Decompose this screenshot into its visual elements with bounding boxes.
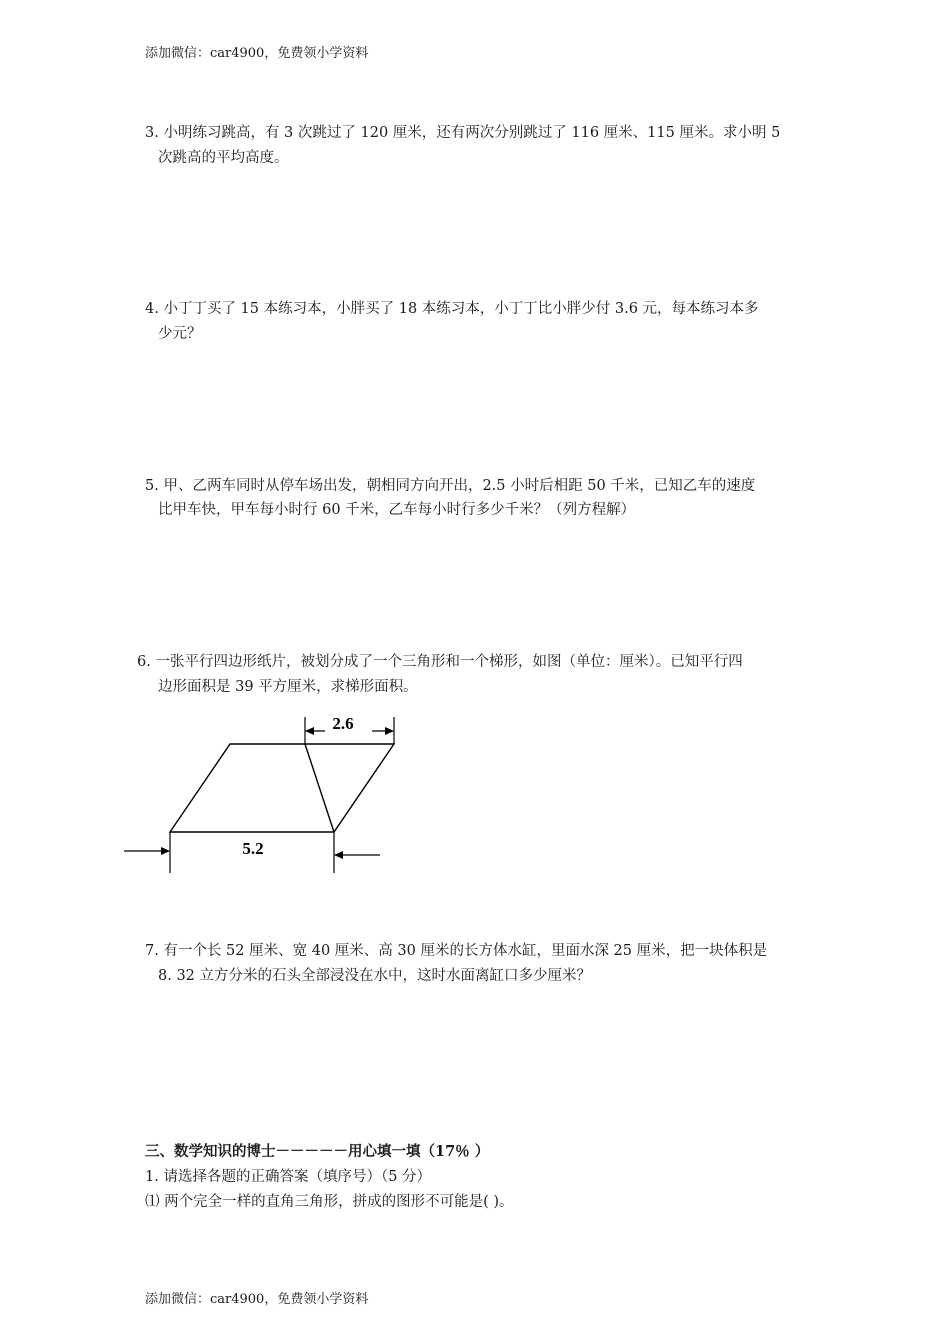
problem-6-line-1: 6. 一张平行四边形纸片，被划分成了一个三角形和一个梯形，如图（单位：厘米）。已知平行四 <box>137 654 743 670</box>
top-dim-label: 2.6 <box>332 714 354 733</box>
problem-6-line-2: 边形面积是 39 平方厘米，求梯形面积。 <box>158 679 418 695</box>
problem-4-line-1: 4. 小丁丁买了 15 本练习本，小胖买了 18 本练习本，小丁丁比小胖少付 3.6 元，每本练习本多 <box>145 301 759 317</box>
header-note: 添加微信：car4900，免费领小学资料 <box>145 46 369 61</box>
divider-line <box>305 744 334 832</box>
problem-7-line-2: 8. 32 立方分米的石头全部浸没在水中，这时水面离缸口多少厘米？ <box>158 968 592 984</box>
problem-3-line-1: 3. 小明练习跳高，有 3 次跳过了 120 厘米，还有两次分别跳过了 116 厘米、115 厘米。求小明 5 <box>145 125 781 141</box>
parallelogram-outline <box>170 744 394 832</box>
footer-note: 添加微信：car4900，免费领小学资料 <box>145 1292 369 1307</box>
section-3-subheading: 1. 请选择各题的正确答案（填序号）（5 分） <box>145 1169 432 1185</box>
problem-4-line-2: 少元？ <box>158 326 202 342</box>
problem-5-line-1: 5. 甲、乙两车同时从停车场出发，朝相同方向开出，2.5 小时后相距 50 千米，已知乙车的速度 <box>145 478 756 494</box>
section-3-title: 三、数学知识的博士－－－－－用心填一填（17％ ） <box>145 1143 490 1160</box>
problem-3-line-2: 次跳高的平均高度。 <box>158 150 289 166</box>
section-3-question-1: ⑴ 两个完全一样的直角三角形，拼成的图形不可能是( )。 <box>145 1194 514 1210</box>
bottom-dim-label: 5.2 <box>242 839 264 858</box>
problem-5-line-2: 比甲车快，甲车每小时行 60 千米，乙车每小时行多少千米？（列方程解） <box>158 502 636 518</box>
problem-7-line-1: 7. 有一个长 52 厘米、宽 40 厘米、高 30 厘米的长方体水缸，里面水深 25 厘米，把一块体积是 <box>145 943 768 959</box>
parallelogram-figure <box>110 705 400 880</box>
